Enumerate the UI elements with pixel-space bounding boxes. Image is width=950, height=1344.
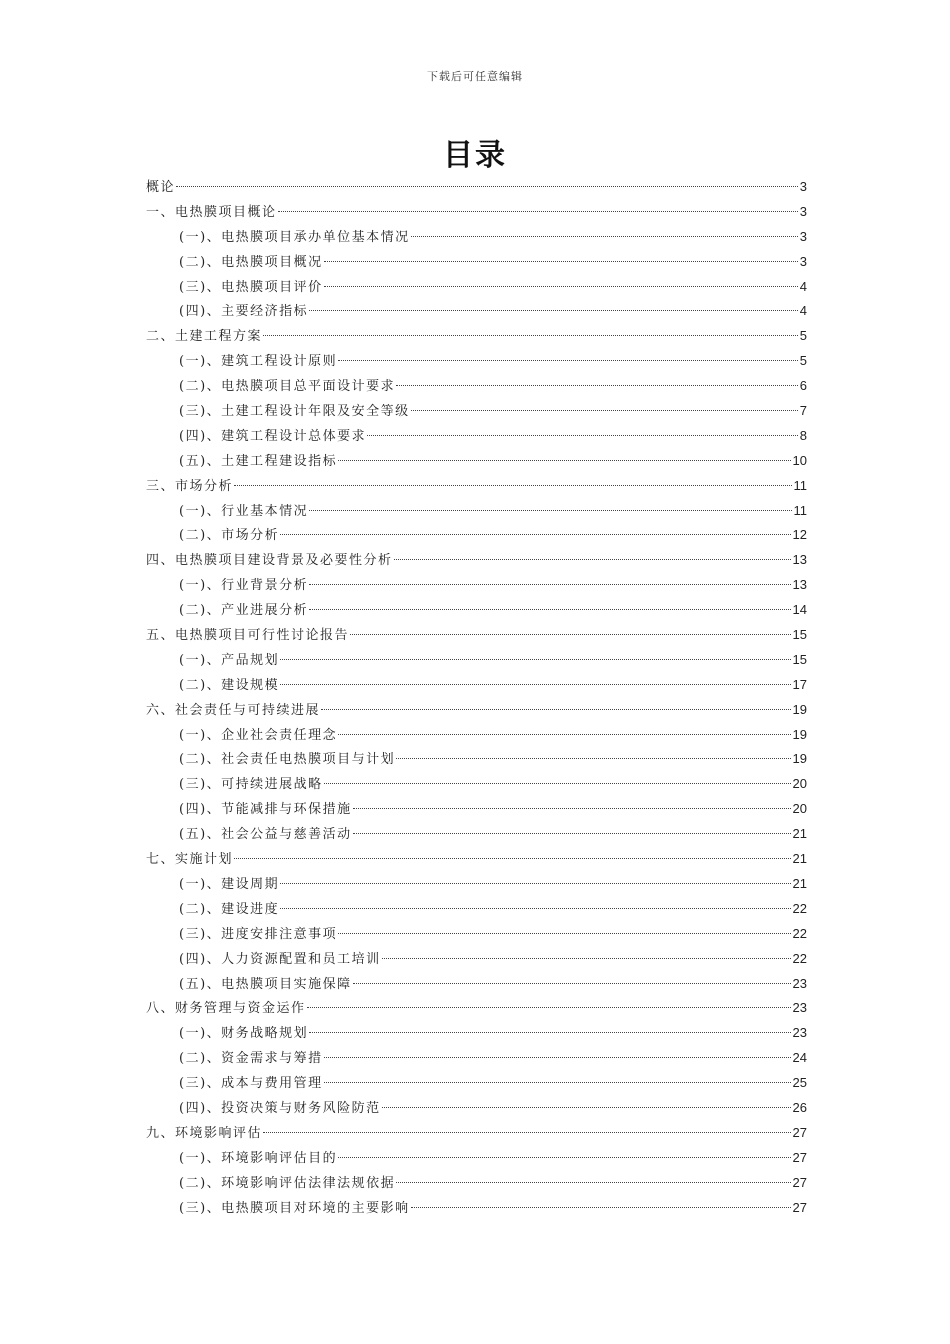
toc-entry-page: 3 [799,228,807,244]
toc-dot-leader [353,808,791,809]
toc-entry-title: (三)、可持续进展战略 [179,777,323,793]
toc-entry-page: 22 [792,925,807,941]
toc-entry-page: 22 [792,900,807,916]
toc-entry-page: 21 [792,875,807,891]
toc-entry-title: 七、实施计划 [146,852,234,868]
toc-entry[interactable] [146,523,807,548]
toc-entry[interactable] [146,897,807,922]
toc-entry-title: 概论 [146,180,176,195]
toc-entry-title: (一)、建设周期 [179,876,280,892]
toc-entry-page: 7 [799,403,807,419]
toc-entry-title: (一)、企业社会责任理念 [179,727,338,743]
toc-entry-page: 20 [792,801,807,817]
toc-entry-page: 19 [792,701,807,717]
toc-entry-page: 24 [792,1050,807,1066]
toc-entry-page: 3 [799,179,807,194]
toc-entry-page: 27 [792,1199,807,1215]
header-note: 下载后可任意编辑 [427,70,523,83]
toc-dot-leader [350,634,791,635]
toc-entry[interactable] [146,424,807,449]
toc-entry[interactable] [146,1196,807,1221]
toc-entry-title: (一)、产品规划 [179,652,280,668]
toc-dot-leader [324,1082,791,1083]
toc-entry-title: (二)、建设进度 [179,901,280,917]
toc-dot-leader [234,485,791,486]
toc-entry-page: 20 [792,776,807,792]
toc-entry-page: 11 [793,477,807,493]
toc-entry[interactable] [146,200,807,225]
toc-entry-title: (二)、电热膜项目总平面设计要求 [179,379,396,395]
toc-entry-title: (四)、节能减排与环保措施 [179,802,352,818]
toc-entry[interactable] [146,922,807,947]
toc-entry[interactable] [146,947,807,972]
toc-entry-page: 25 [792,1075,807,1091]
toc-entry-page: 21 [792,826,807,842]
toc-dot-leader [321,709,791,710]
toc-dot-leader [382,1107,791,1108]
toc-entry[interactable] [146,299,807,324]
toc-dot-leader [280,534,790,535]
toc-dot-leader [396,385,798,386]
toc-entry[interactable] [146,822,807,847]
toc-entry[interactable] [146,623,807,648]
toc-entry-title: (二)、建设规模 [179,677,280,693]
toc-dot-leader [309,510,791,511]
toc-entry-page: 13 [792,552,807,568]
toc-entry[interactable] [146,872,807,897]
toc-dot-leader [394,559,791,560]
toc-dot-leader [309,584,790,585]
toc-entry[interactable] [146,972,807,997]
toc-dot-leader [280,908,790,909]
toc-entry-title: (五)、土建工程建设指标 [179,453,338,469]
toc-dot-leader [382,958,791,959]
toc-dot-leader [324,286,798,287]
toc-entry[interactable] [146,399,807,424]
toc-dot-leader [338,933,790,934]
toc-dot-leader [367,435,798,436]
toc-dot-leader [263,1132,791,1133]
toc-entry-page: 11 [793,502,807,518]
toc-dot-leader [309,1032,790,1033]
toc-entry-page: 15 [792,651,807,667]
toc-entry-title: (四)、建筑工程设计总体要求 [179,428,367,444]
toc-entry[interactable] [146,324,807,349]
toc-dot-leader [176,186,798,187]
toc-entry-title: (四)、主要经济指标 [179,304,309,320]
toc-dot-leader [411,410,798,411]
toc-entry-title: (三)、电热膜项目对环境的主要影响 [179,1200,410,1216]
toc-dot-leader [411,236,798,237]
toc-entry-title: 八、财务管理与资金运作 [146,1001,306,1017]
toc-dot-leader [396,758,790,759]
toc-entry-title: (三)、土建工程设计年限及安全等级 [179,404,410,420]
toc-entry-title: 五、电热膜项目可行性讨论报告 [146,628,350,644]
toc-entry-title: (五)、社会公益与慈善活动 [179,827,352,843]
toc-entry-page: 21 [792,851,807,867]
toc-entry-page: 4 [799,278,807,294]
toc-entry-title: (一)、环境影响评估目的 [179,1150,338,1166]
toc-entry-page: 5 [799,353,807,369]
toc-entry[interactable] [146,474,807,499]
toc-dot-leader [280,883,790,884]
toc-entry-page: 13 [792,577,807,593]
toc-entry[interactable] [146,648,807,673]
toc-entry[interactable] [146,175,807,200]
toc-entry[interactable] [146,1146,807,1171]
toc-entry-page: 15 [792,627,807,643]
toc-entry[interactable] [146,275,807,300]
toc-entry-title: (四)、投资决策与财务风险防范 [179,1100,381,1116]
toc-entry[interactable] [146,1021,807,1046]
toc-entry-page: 8 [799,427,807,443]
toc-entry[interactable] [146,1046,807,1071]
toc-entry-page: 26 [792,1099,807,1115]
toc-dot-leader [324,1057,791,1058]
toc-entry[interactable] [146,847,807,872]
toc-entry[interactable] [146,225,807,250]
toc-entry-page: 17 [792,676,807,692]
toc-entry-page: 14 [792,602,807,618]
toc-dot-leader [309,310,798,311]
toc-entry-page: 12 [792,527,807,543]
table-of-contents [146,175,807,1220]
toc-entry[interactable] [146,449,807,474]
toc-dot-leader [324,783,791,784]
toc-entry-page: 5 [799,328,807,344]
toc-entry-page: 27 [792,1124,807,1140]
toc-entry-page: 19 [792,751,807,767]
toc-entry[interactable] [146,349,807,374]
toc-entry-page: 4 [799,303,807,319]
toc-dot-leader [280,659,790,660]
toc-entry-title: (五)、电热膜项目实施保障 [179,976,352,992]
toc-entry-page: 22 [792,950,807,966]
toc-entry-page: 3 [799,203,807,219]
toc-dot-leader [280,684,790,685]
toc-entry[interactable] [146,598,807,623]
toc-entry-title: 二、土建工程方案 [146,329,263,345]
toc-dot-leader [338,360,798,361]
toc-entry[interactable] [146,673,807,698]
toc-entry[interactable] [146,772,807,797]
toc-entry-title: 六、社会责任与可持续进展 [146,702,321,718]
toc-entry-title: (二)、电热膜项目概况 [179,254,323,270]
toc-entry[interactable] [146,1096,807,1121]
toc-dot-leader [353,983,791,984]
toc-entry-page: 19 [792,726,807,742]
toc-entry-title: (三)、成本与费用管理 [179,1076,323,1092]
toc-entry[interactable] [146,747,807,772]
toc-entry-title: (一)、电热膜项目承办单位基本情况 [179,229,410,245]
toc-dot-leader [278,211,798,212]
toc-entry-title: 三、市场分析 [146,478,234,494]
toc-entry-title: (二)、环境影响评估法律法规依据 [179,1175,396,1191]
toc-entry-page: 27 [792,1149,807,1165]
toc-dot-leader [263,335,798,336]
toc-entry-title: (二)、资金需求与筹措 [179,1051,323,1067]
toc-entry-title: (一)、建筑工程设计原则 [179,354,338,370]
toc-entry-title: 一、电热膜项目概论 [146,204,277,220]
toc-dot-leader [396,1182,790,1183]
toc-entry-page: 27 [792,1174,807,1190]
toc-entry-title: (三)、进度安排注意事项 [179,926,338,942]
toc-entry[interactable] [146,1071,807,1096]
toc-entry[interactable] [146,1171,807,1196]
toc-entry-title: 四、电热膜项目建设背景及必要性分析 [146,553,393,569]
toc-entry[interactable] [146,548,807,573]
toc-dot-leader [338,460,790,461]
toc-entry[interactable] [146,1121,807,1146]
toc-title: 目录 [443,138,507,173]
toc-entry-page: 23 [792,975,807,991]
toc-entry[interactable] [146,499,807,524]
toc-entry-title: (一)、财务战略规划 [179,1026,309,1042]
toc-entry-page: 10 [792,452,807,468]
toc-entry[interactable] [146,250,807,275]
toc-dot-leader [324,261,798,262]
toc-entry-title: (四)、人力资源配置和员工培训 [179,951,381,967]
toc-entry-title: (二)、社会责任电热膜项目与计划 [179,752,396,768]
toc-entry-title: 九、环境影响评估 [146,1125,263,1141]
toc-entry-title: (二)、市场分析 [179,528,280,544]
toc-entry[interactable] [146,797,807,822]
toc-entry-title: (一)、行业基本情况 [179,503,309,519]
toc-entry-page: 6 [799,378,807,394]
toc-dot-leader [307,1007,791,1008]
toc-dot-leader [338,734,790,735]
toc-dot-leader [338,1157,790,1158]
toc-dot-leader [309,609,790,610]
toc-entry-title: (一)、行业背景分析 [179,578,309,594]
toc-dot-leader [353,833,791,834]
toc-entry[interactable] [146,698,807,723]
toc-dot-leader [234,858,791,859]
toc-entry-page: 23 [792,1000,807,1016]
toc-entry-title: (二)、产业进展分析 [179,603,309,619]
toc-entry[interactable] [146,374,807,399]
toc-entry[interactable] [146,573,807,598]
toc-dot-leader [411,1207,791,1208]
toc-entry[interactable] [146,996,807,1021]
toc-entry-page: 3 [799,253,807,269]
toc-entry-title: (三)、电热膜项目评价 [179,279,323,295]
toc-entry[interactable] [146,723,807,748]
toc-entry-page: 23 [792,1025,807,1041]
